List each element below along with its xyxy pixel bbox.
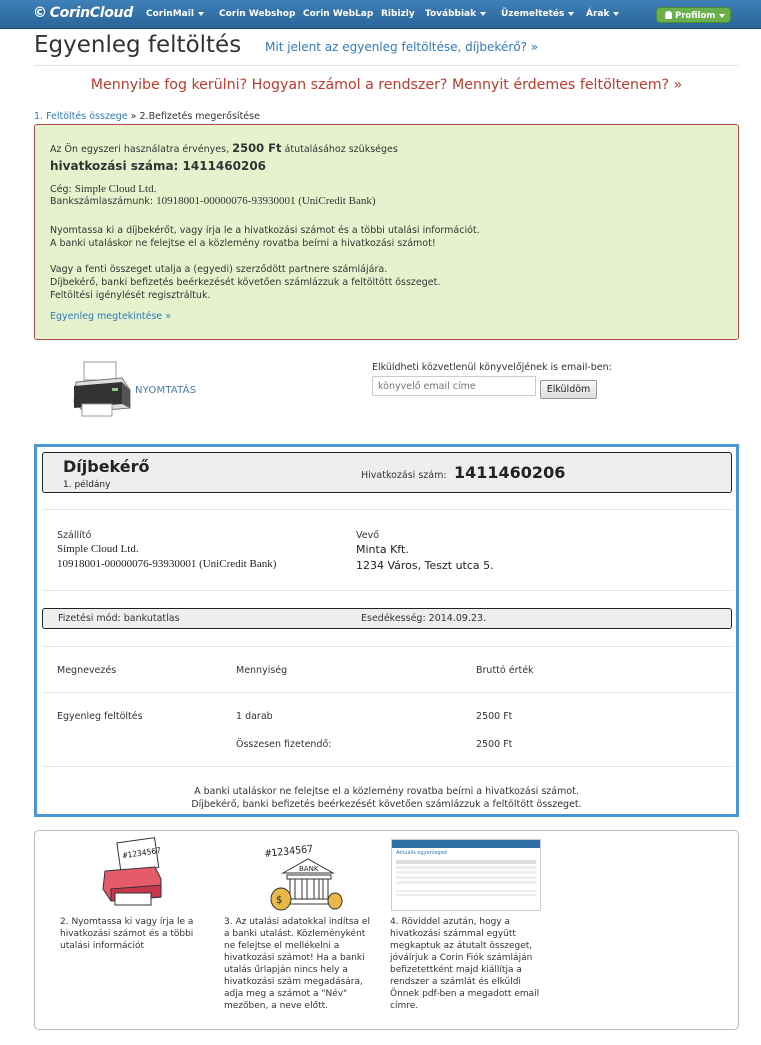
notice-paragraph: Vagy a fenti összeget utalja a (egyedi) szerződött partnere számlájára. [50, 264, 388, 275]
mini-row [396, 894, 536, 896]
payment-info-bar [42, 608, 732, 629]
invoice-ref-label: Hivatkozási szám: [361, 470, 447, 481]
due-date: Esedékesség: 2014.09.23. [361, 613, 487, 624]
company-label: Cég: [50, 184, 72, 195]
nav-item-corin-weblap[interactable] [303, 9, 373, 19]
profile-label: Profilom [675, 11, 716, 21]
brand-logo[interactable] [33, 5, 133, 21]
invoice-footer [37, 785, 736, 811]
supplier-label: Szállító [57, 530, 92, 541]
item-value: 2500 Ft [476, 711, 513, 722]
mini-row [396, 860, 536, 864]
send-email-button[interactable]: Elküldöm [540, 380, 597, 399]
nav-label: Továbbiak [425, 9, 477, 19]
mini-navbar [392, 840, 540, 848]
total-value: 2500 Ft [476, 739, 513, 750]
divider [42, 590, 732, 591]
nav-label: Üzemeltetés [501, 9, 565, 19]
supplier-name: Simple Cloud Ltd. [57, 543, 139, 555]
invoice-footer-line: A banki utaláskor ne felejtse el a közlemény rovatba beírni a hivatkozási számot. [194, 786, 579, 797]
nav-label: Corin Webshop [219, 9, 296, 19]
copyright-c-icon: © [33, 5, 47, 21]
divider [42, 646, 732, 647]
notice-paragraph: Feltöltési igénylését regisztráltuk. [50, 290, 211, 301]
invoice-copy-number: 1. példány [63, 480, 111, 490]
notice-text: átutalásához szükséges [284, 144, 398, 155]
step-2-text: 2. Nyomtassa ki vagy írja le a hivatkozási számot és a többi utalási információt [60, 917, 194, 951]
notice-text: Az Ön egyszeri használatra érvényes, [50, 144, 230, 155]
column-header: Bruttó érték [476, 665, 534, 676]
breadcrumb-separator: » [127, 111, 140, 122]
nav-item-uzemeltetes[interactable] [501, 9, 574, 19]
nav-label: Ribizly [381, 9, 415, 19]
reference-number: hivatkozási száma: 1411460206 [50, 159, 267, 173]
help-link[interactable]: Mit jelent az egyenleg feltöltése, díjbekérő? » [265, 40, 539, 54]
print-button[interactable] [70, 360, 210, 420]
balance-link[interactable]: Egyenleg megtekintése » [50, 311, 172, 322]
user-icon [665, 11, 672, 19]
mini-row [396, 871, 536, 874]
payment-method: Fizetési mód: bankutatlas [58, 613, 180, 624]
steps-panel [34, 830, 739, 1030]
column-header: Megnevezés [57, 665, 117, 676]
dollar-sign: $ [276, 895, 283, 906]
account-value: 10918001-00000076-93930001 (UniCredit Bank) [156, 195, 376, 207]
email-form-label: Elküldheti közvetlenül könyvelőjének is email-ben: [372, 362, 612, 373]
printer-paper-icon [97, 837, 167, 909]
notice-amount-line [50, 141, 398, 155]
amount-value: 2500 Ft [232, 141, 282, 155]
divider [42, 692, 732, 693]
caret-down-icon [568, 12, 574, 16]
top-navbar [0, 0, 761, 29]
company-line [50, 183, 156, 195]
breadcrumb [34, 111, 260, 122]
step-4-text: 4. Röviddel azután, hogy a hivatkozási számmal együtt megkaptuk az átutalt összeget, jóváírjuk a Corin Fiók számláján befizetettként majd kiállítja a rendszer a számlát és elküldi Önnek pdf-ben a megadott email címre. [390, 917, 540, 1011]
step-3-text: 3. Az utalási adatokkal indítsa el a banki utalást. Közleményként ne felejtse el mellékelni a hivatkozási számot! Ha a banki utalás űrlapján nincs hely a hivatkozási szám megadására, adja meg a számot a "Név" mezőben, a neve előtt. [224, 917, 370, 1011]
supplier-account: 10918001-00000076-93930001 (UniCredit Bank) [57, 558, 277, 570]
divider [34, 65, 739, 66]
paper-number: #1234567 [122, 845, 162, 861]
account-label: Bankszámlaszámunk: [50, 196, 154, 207]
accountant-email-input[interactable] [372, 376, 536, 396]
mini-row [396, 881, 536, 884]
notice-paragraph: A banki utaláskor ne felejtse el a közlemény rovatba beírni a hivatkozási számot! [50, 238, 436, 249]
invoice-panel [34, 444, 739, 817]
balance-screenshot-thumbnail [391, 839, 541, 911]
mini-title: Aktuális egyenleged [396, 850, 447, 856]
caret-down-icon [198, 12, 204, 16]
invoice-footer-line: Díjbekérő, banki befizetés beérkezését követően számlázzuk a feltöltött összeget. [191, 799, 582, 810]
buyer-address: 1234 Város, Teszt utca 5. [356, 559, 494, 572]
divider [42, 509, 732, 510]
nav-item-arak[interactable] [586, 9, 619, 19]
notice-paragraph: Díjbekérő, banki befizetés beérkezését követően számlázzuk a feltöltött összeget. [50, 277, 441, 288]
bank-label: BANK [299, 865, 319, 873]
invoice-title: Díjbekérő [63, 457, 150, 476]
account-line [50, 195, 376, 207]
item-name: Egyenleg feltöltés [57, 711, 143, 722]
caret-down-icon [480, 12, 486, 16]
caret-down-icon [613, 12, 619, 16]
item-quantity: 1 darab [236, 711, 273, 722]
breadcrumb-step1-link[interactable]: 1. Feltöltés összege [34, 111, 128, 122]
bank-icon [263, 841, 343, 913]
caret-down-icon [719, 14, 725, 18]
invoice-header [42, 452, 732, 493]
nav-label: CorinMail [146, 9, 194, 19]
nav-label: Árak [586, 9, 610, 19]
breadcrumb-current: 2.Befizetés megerősítése [139, 111, 260, 122]
brand-name: CorinCloud [49, 5, 133, 21]
divider [42, 766, 732, 767]
invoice-ref-number: 1411460206 [454, 463, 566, 482]
buyer-name: Minta Kft. [356, 543, 409, 556]
pricing-info-link[interactable]: Mennyibe fog kerülni? Hogyan számol a rendszer? Mennyit érdemes feltöltenem? » [90, 77, 683, 93]
mini-row [396, 890, 536, 892]
nav-item-corinmail[interactable] [146, 9, 204, 19]
profile-button[interactable] [656, 7, 731, 23]
mini-row [396, 876, 536, 879]
payment-notice [34, 124, 739, 340]
nav-item-tovabbiak[interactable] [425, 9, 486, 19]
nav-label: Corin WebLap [303, 9, 374, 19]
nav-item-corin-webshop[interactable] [219, 9, 295, 19]
total-label: Összesen fizetendő: [236, 739, 332, 750]
buyer-label: Vevő [356, 530, 380, 541]
company-value: Simple Cloud Ltd. [74, 183, 157, 195]
page-title: Egyenleg feltöltés [34, 32, 242, 58]
nav-item-ribizly[interactable] [381, 9, 415, 19]
paper-number: #1234567 [264, 843, 314, 860]
printer-icon [70, 360, 132, 420]
column-header: Mennyiség [236, 665, 288, 676]
mini-row [396, 866, 536, 869]
notice-paragraph: Nyomtassa ki a díjbekérőt, vagy írja le a hivatkozási számot és a többi utalási információt. [50, 225, 480, 236]
print-label: NYOMTATÁS [135, 385, 197, 396]
